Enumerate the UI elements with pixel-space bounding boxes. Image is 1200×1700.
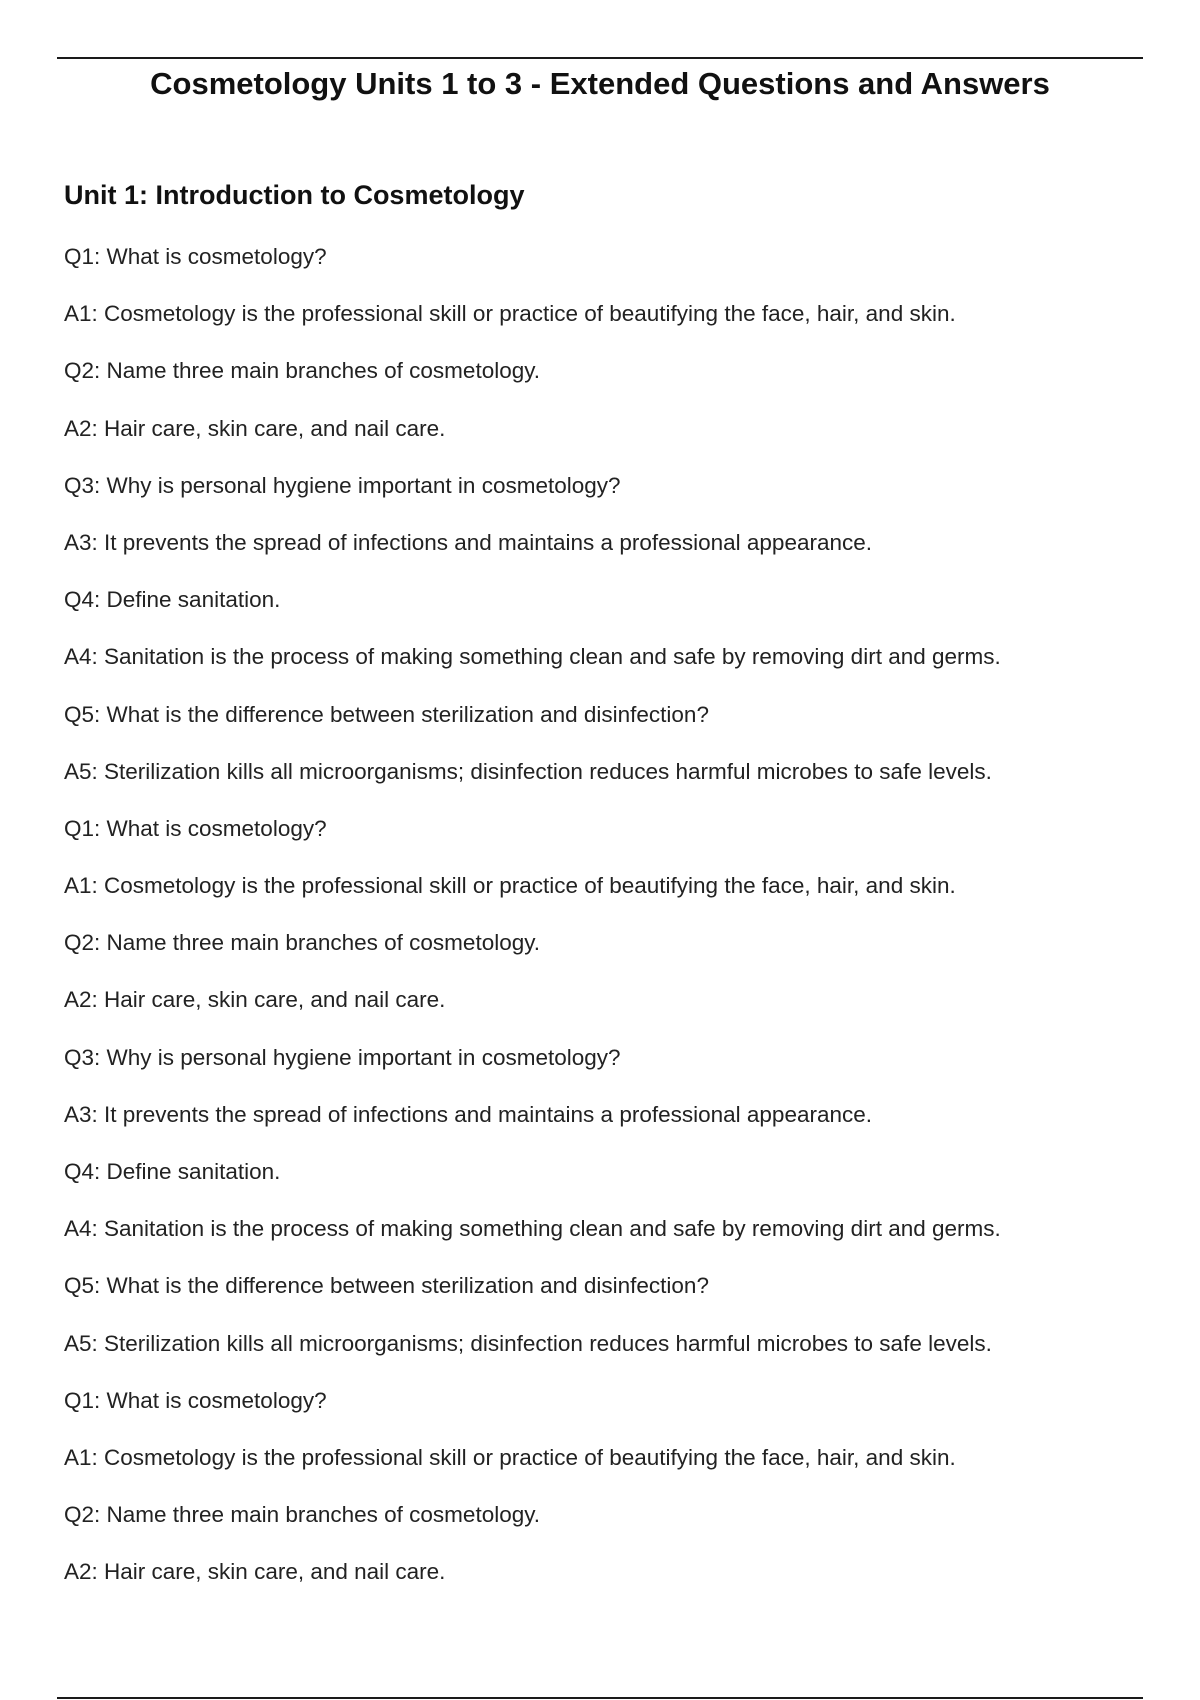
answer-line: A2: Hair care, skin care, and nail care. (64, 1559, 446, 1585)
top-divider (57, 57, 1143, 59)
question-line: Q3: Why is personal hygiene important in cosmetology? (64, 472, 621, 498)
question-line: Q4: Define sanitation. (64, 1159, 281, 1184)
answer-line: A3: It prevents the spread of infections and maintains a professional appearance. (64, 529, 873, 555)
question-line: Q5: What is the difference between sterilization and disinfection? (64, 1273, 709, 1299)
qa-list (64, 240, 1144, 1613)
answer-line: A1: Cosmetology is the professional skill or practice of beautifying the face, hair, and skin. (64, 873, 956, 899)
question-line: Q5: What is the difference between sterilization and disinfection? (64, 701, 709, 727)
answer-line: A1: Cosmetology is the professional skill or practice of beautifying the face, hair, and skin. (64, 1444, 956, 1470)
question-line: Q1: What is cosmetology? (64, 1387, 327, 1413)
answer-line: A2: Hair care, skin care, and nail care. (64, 415, 446, 441)
answer-line: A5: Sterilization kills all microorganisms; disinfection reduces harmful microbes to safe levels. (64, 1330, 992, 1356)
answer-line: A4: Sanitation is the process of making something clean and safe by removing dirt and germs. (64, 1216, 1001, 1242)
answer-line: A2: Hair care, skin care, and nail care. (64, 987, 446, 1013)
question-line: Q1: What is cosmetology? (64, 244, 327, 269)
question-line: Q4: Define sanitation. (64, 587, 281, 613)
question-line: Q3: Why is personal hygiene important in cosmetology? (64, 1044, 621, 1070)
document-title: Cosmetology Units 1 to 3 - Extended Questions and Answers (150, 66, 1050, 101)
unit-heading: Unit 1: Introduction to Cosmetology (64, 180, 525, 210)
question-line: Q2: Name three main branches of cosmetology. (64, 358, 541, 384)
question-line: Q1: What is cosmetology? (64, 815, 327, 841)
answer-line: A4: Sanitation is the process of making something clean and safe by removing dirt and germs. (64, 644, 1001, 670)
question-line: Q2: Name three main branches of cosmetology. (64, 1502, 541, 1528)
answer-line: A1: Cosmetology is the professional skill or practice of beautifying the face, hair, and skin. (64, 301, 956, 327)
bottom-divider (57, 1697, 1143, 1699)
answer-line: A5: Sterilization kills all microorganisms; disinfection reduces harmful microbes to safe levels. (64, 758, 992, 784)
answer-line: A3: It prevents the spread of infections and maintains a professional appearance. (64, 1101, 873, 1127)
question-line: Q2: Name three main branches of cosmetology. (64, 930, 541, 956)
